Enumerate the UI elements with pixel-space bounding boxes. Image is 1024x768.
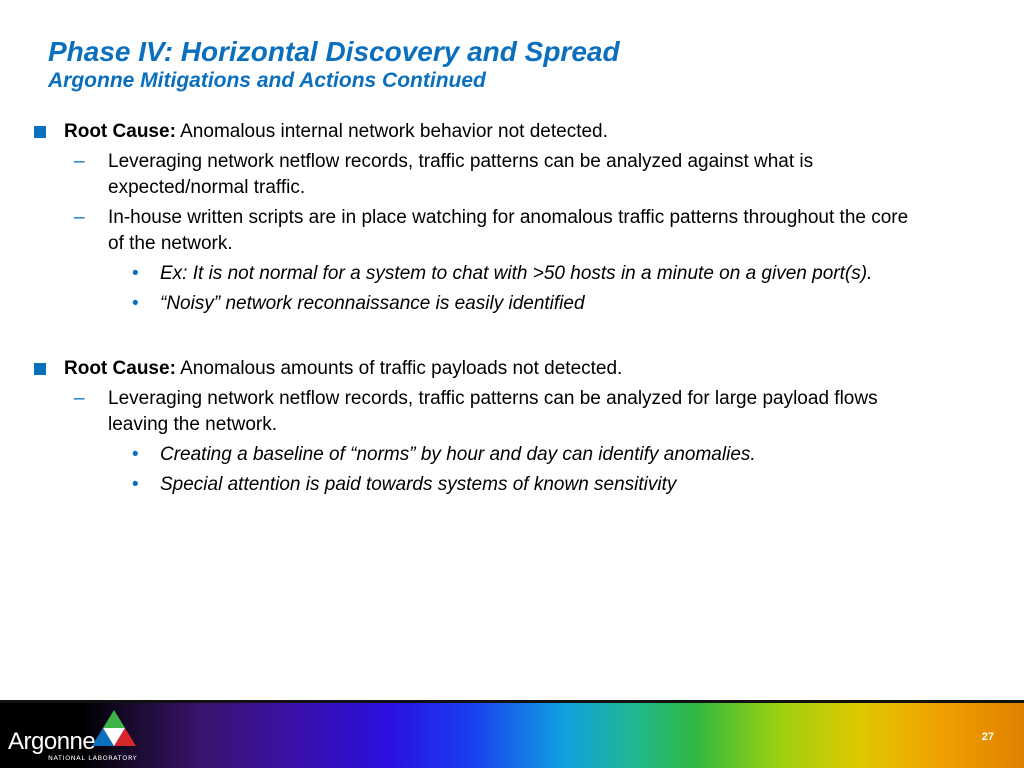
sub-sub-bullet-text: Special attention is paid towards systems of known sensitivity [160, 474, 677, 495]
spacer [34, 317, 914, 355]
sub-sub-bullet [34, 442, 920, 468]
dot-bullet-icon: • [132, 444, 139, 465]
dot-bullet-icon: • [132, 474, 139, 495]
sub-sub-bullet [34, 261, 920, 287]
argonne-triangle-logo-icon [92, 708, 136, 748]
bullet-text: Anomalous amounts of traffic payloads not detected. [175, 358, 623, 379]
slide-content [34, 118, 914, 498]
bullet-root-cause-1 [34, 118, 914, 145]
bullet-root-cause-2 [34, 355, 914, 382]
title-block [48, 36, 620, 94]
page-number: 27 [981, 731, 994, 743]
dash-bullet-icon: – [74, 207, 85, 228]
sub-bullet-text: Leveraging network netflow records, traffic patterns can be analyzed against what is expected/normal traffic. [108, 151, 814, 198]
square-bullet-icon [34, 126, 46, 138]
square-bullet-icon [34, 363, 46, 375]
bullet-label: Root Cause: [64, 358, 176, 379]
logo-wordmark: Argonne [8, 728, 96, 755]
sub-bullet [34, 386, 920, 438]
dot-bullet-icon: • [132, 293, 139, 314]
sub-sub-bullet-text: Creating a baseline of “norms” by hour and day can identify anomalies. [160, 444, 756, 465]
sub-sub-bullet [34, 291, 920, 317]
sub-bullet-text: In-house written scripts are in place watching for anomalous traffic patterns throughout the core of the network. [108, 207, 909, 254]
logo-subtext: NATIONAL LABORATORY [48, 754, 138, 762]
sub-sub-bullet-text: Ex: It is not normal for a system to chat with >50 hosts in a minute on a given port(s). [160, 263, 873, 284]
bullet-label: Root Cause: [64, 121, 176, 142]
bullet-text: Anomalous internal network behavior not detected. [175, 121, 608, 142]
footer-gradient-bar [0, 700, 1024, 768]
slide-title: Phase IV: Horizontal Discovery and Spread [48, 36, 620, 67]
sub-bullet [34, 149, 920, 201]
dash-bullet-icon: – [74, 151, 85, 172]
dot-bullet-icon: • [132, 263, 139, 284]
sub-bullet [34, 205, 920, 257]
dash-bullet-icon: – [74, 388, 85, 409]
sub-sub-bullet-text: “Noisy” network reconnaissance is easily identified [160, 293, 585, 314]
footer-divider [0, 700, 1024, 703]
slide-subtitle: Argonne Mitigations and Actions Continued [48, 69, 486, 92]
sub-bullet-text: Leveraging network netflow records, traffic patterns can be analyzed for large payload flows leaving the network. [108, 388, 878, 435]
sub-sub-bullet [34, 472, 920, 498]
